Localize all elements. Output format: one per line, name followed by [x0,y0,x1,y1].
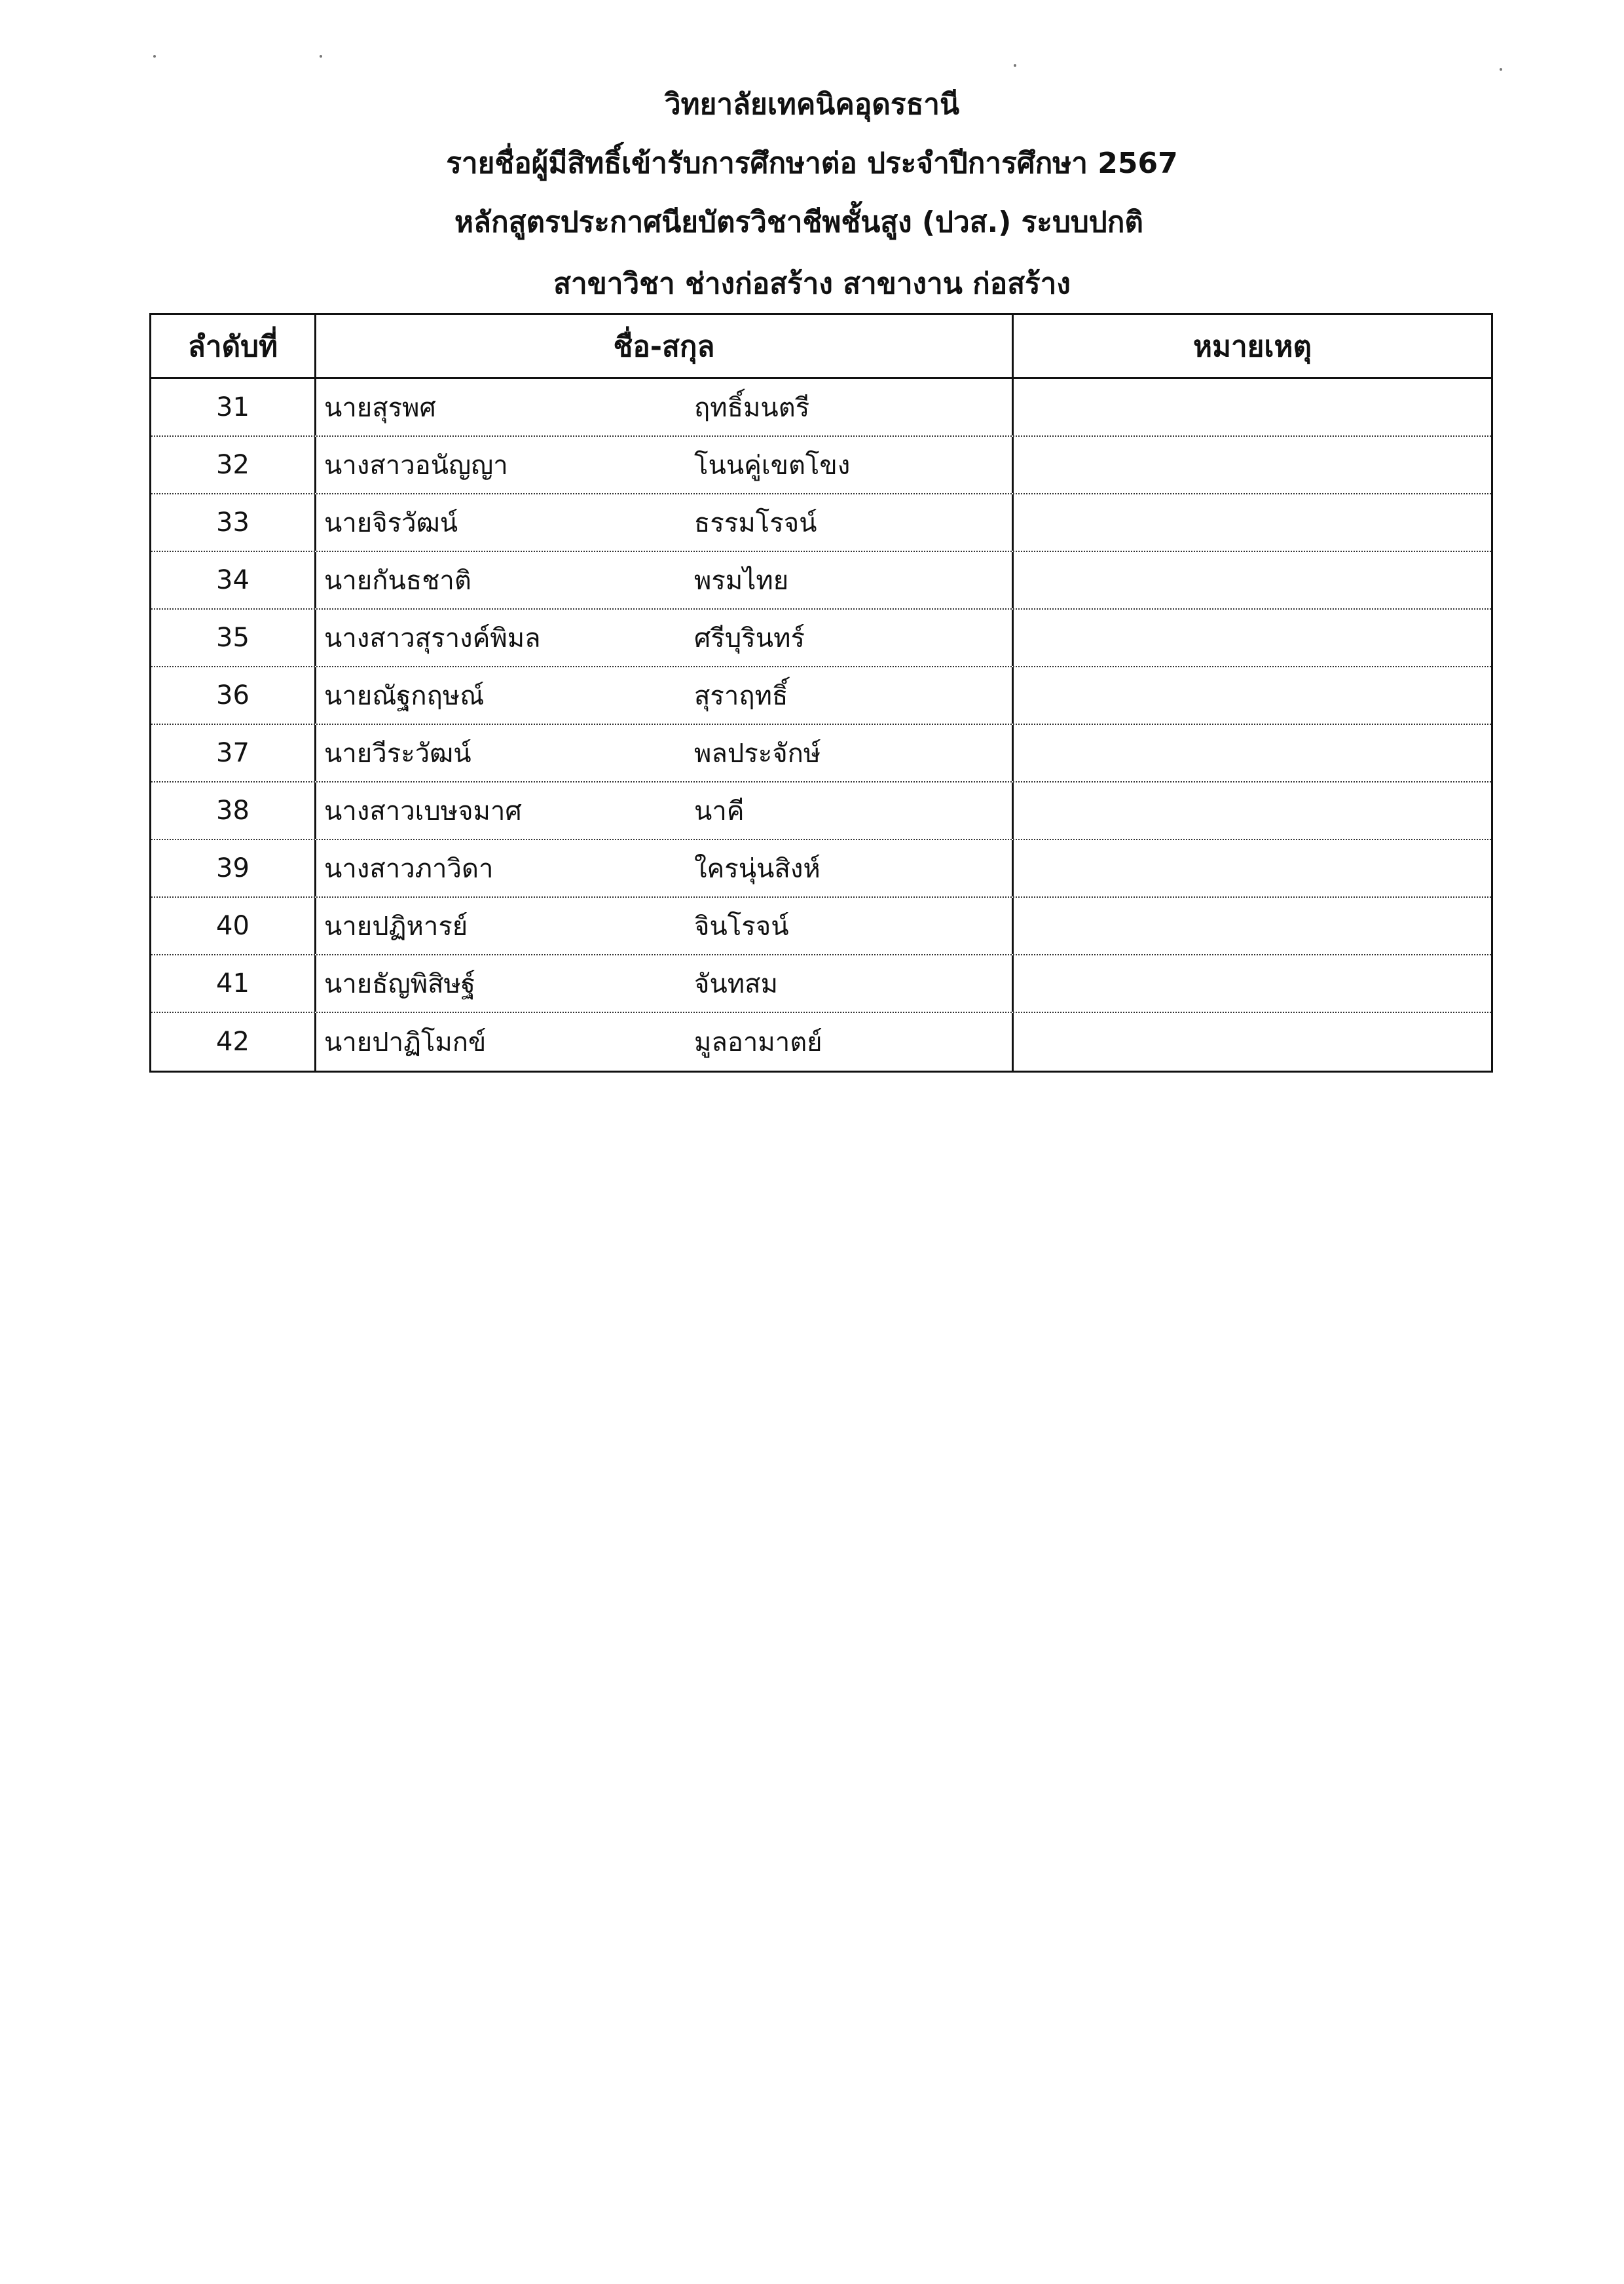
row-number: 39 [151,840,316,896]
scan-speck [1014,64,1016,67]
last-name: ธรรมโรจน์ [694,508,817,538]
row-full-name [316,1013,1014,1071]
table-body [151,379,1491,1071]
table-row [151,667,1491,725]
first-name: นายสุรพศ [324,393,436,423]
last-name: ศรีบุรินทร์ [694,623,805,654]
last-name: โนนคู่เขตโขง [694,451,851,481]
row-full-name [316,494,1014,551]
list-title: รายชื่อผู้มีสิทธิ์เข้ารับการศึกษาต่อ ประจำปีการศึกษา 2567 [446,147,1178,180]
major-title: สาขาวิชา ช่างก่อสร้าง สาขางาน ก่อสร้าง [553,267,1071,301]
last-name: พรมไทย [694,566,789,596]
row-remark [1014,725,1491,781]
row-remark [1014,437,1491,493]
row-remark [1014,494,1491,551]
table-header [151,315,1491,379]
table-row [151,898,1491,955]
row-remark [1014,379,1491,435]
row-full-name [316,437,1014,493]
row-full-name [316,552,1014,608]
row-remark [1014,667,1491,724]
first-name: นางสาวภาวิดา [324,854,494,884]
table-row [151,552,1491,610]
first-name: นายกันธชาติ [324,566,471,596]
scan-speck [320,55,322,58]
college-name: วิทยาลัยเทคนิคอุดรธานี [664,88,960,121]
first-name: นางสาวสุรางค์พิมล [324,623,541,654]
row-full-name [316,783,1014,839]
last-name: พลประจักษ์ [694,739,821,769]
scan-speck [153,55,156,58]
row-remark [1014,783,1491,839]
scan-speck [1500,68,1502,71]
table-row [151,494,1491,552]
last-name: นาคี [694,796,745,826]
row-full-name [316,725,1014,781]
last-name: ฤทธิ์มนตรี [694,393,810,423]
table-row [151,437,1491,494]
column-header-number: ลำดับที่ [151,315,316,377]
first-name: นายธัญพิสิษฐ์ [324,969,475,999]
row-number: 31 [151,379,316,435]
row-remark [1014,955,1491,1012]
table-row [151,725,1491,783]
last-name: จินโรจน์ [694,912,789,942]
table-row [151,840,1491,898]
row-number: 37 [151,725,316,781]
row-full-name [316,379,1014,435]
row-remark [1014,610,1491,666]
row-number: 41 [151,955,316,1012]
table-row [151,610,1491,667]
table-row [151,1013,1491,1071]
table-row [151,379,1491,437]
row-number: 32 [151,437,316,493]
first-name: นายปาฏิโมกข์ [324,1027,487,1058]
row-number: 33 [151,494,316,551]
last-name: มูลอามาตย์ [694,1027,822,1058]
row-full-name [316,898,1014,954]
first-name: นายวีระวัฒน์ [324,739,471,769]
first-name: นายณัฐกฤษณ์ [324,681,485,711]
row-number: 35 [151,610,316,666]
column-header-remark: หมายเหตุ [1192,329,1312,363]
row-number: 42 [151,1013,316,1071]
row-number: 38 [151,783,316,839]
row-number: 40 [151,898,316,954]
last-name: จันทสม [694,969,778,999]
program-title: หลักสูตรประกาศนียบัตรวิชาชีพชั้นสูง (ปวส.) ระบบปกติ [454,206,1143,239]
row-remark [1014,552,1491,608]
student-table [149,313,1493,1073]
row-remark [1014,898,1491,954]
row-number: 36 [151,667,316,724]
last-name: ใครนุ่นสิงห์ [694,854,821,884]
first-name: นายปฏิหารย์ [324,912,468,942]
row-full-name [316,610,1014,666]
row-number: 34 [151,552,316,608]
first-name: นายจิรวัฒน์ [324,508,458,538]
table-row [151,955,1491,1013]
row-full-name [316,840,1014,896]
first-name: นางสาวเบษจมาศ [324,796,522,826]
row-remark [1014,840,1491,896]
table-row [151,783,1491,840]
row-remark [1014,1013,1491,1071]
first-name: นางสาวอนัญญา [324,451,508,481]
row-full-name [316,955,1014,1012]
column-header-name: ชื่อ-สกุล [316,315,1014,377]
row-full-name [316,667,1014,724]
last-name: สุราฤทธิ์ [694,681,788,711]
